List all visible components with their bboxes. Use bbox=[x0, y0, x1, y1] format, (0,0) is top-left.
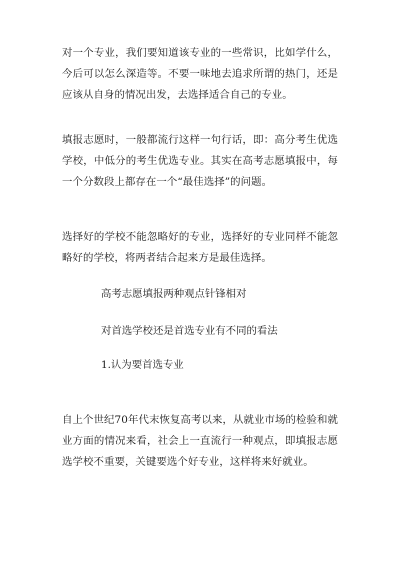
section-heading-two-views: 高考志愿填报两种观点针锋相对 bbox=[101, 288, 247, 300]
paragraph-employment-view: 自上个世纪70年代末恢复高考以来，从就业市场的检验和就业方面的情况来看，社会上一直流行一种观点，即填报志愿选学校不重要，关键要选个好专业，这样将来好就业。 bbox=[62, 414, 338, 468]
paragraph-best-choice: 选择好的学校不能忽略好的专业，选择好的专业同样不能忽略好的学校，将两者结合起来方是最佳选择。 bbox=[62, 231, 338, 264]
section-subheading-different-views: 对首选学校还是首选专业有不同的看法 bbox=[101, 325, 278, 337]
section-item-major-first: 1.认为要首选专业 bbox=[101, 359, 184, 371]
paragraph-major-knowledge: 对一个专业，我们要知道该专业的一些常识，比如学什么，今后可以怎么深造等。不要一味地去追求所谓的热门，还是应该从自身的情况出发，去选择适合自己的专业。 bbox=[62, 47, 338, 101]
paragraph-filling-saying: 填报志愿时，一般都流行这样一句行话，即：高分考生优选学校，中低分的考生优选专业。其实在高考志愿填报中，每一个分数段上都存在一个“最佳选择”的问题。 bbox=[62, 134, 338, 188]
